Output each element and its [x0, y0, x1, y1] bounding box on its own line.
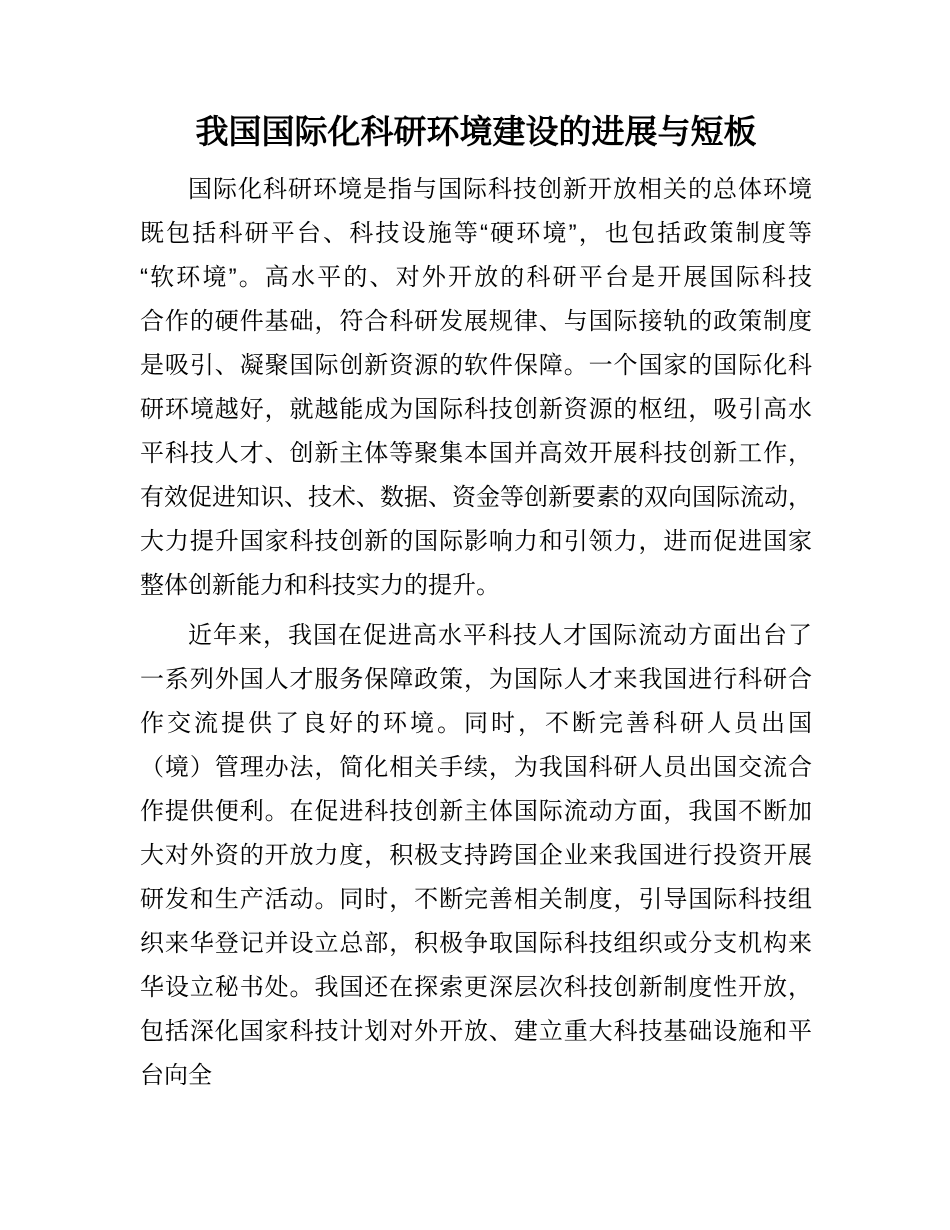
document-title: 我国国际化科研环境建设的进展与短板: [195, 113, 757, 150]
paragraph-line: 作交流提供了良好的环境。同时，不断完善科研人员出国: [140, 710, 812, 737]
paragraph-line: 是吸引、凝聚国际创新资源的软件保障。一个国家的国际化科: [140, 352, 812, 379]
paragraph-line: 华设立秘书处。我国还在探索更深层次科技创新制度性开放，: [140, 974, 812, 1001]
paragraph-line: 作提供便利。在促进科技创新主体国际流动方面，我国不断加: [140, 798, 812, 825]
paragraph-1: [140, 168, 812, 608]
paragraph-line: 织来华登记并设立总部，积极争取国际科技组织或分支机构来: [140, 930, 812, 957]
paragraph-line: 包括深化国家科技计划对外开放、建立重大科技基础设施和平: [140, 1018, 812, 1045]
paragraph-2: [140, 614, 812, 1098]
paragraph-line: 一系列外国人才服务保障政策，为国际人才来我国进行科研合: [140, 666, 812, 693]
paragraph-line: 大对外资的开放力度，积极支持跨国企业来我国进行投资开展: [140, 842, 812, 869]
paragraph-line: 大力提升国家科技创新的国际影响力和引领力，进而促进国家: [140, 528, 812, 555]
paragraph-line: （境）管理办法，简化相关手续，为我国科研人员出国交流合: [140, 754, 812, 781]
paragraph-line: 国际化科研环境是指与国际科技创新开放相关的总体环境: [188, 176, 812, 203]
paragraph-line: 平科技人才、创新主体等聚集本国并高效开展科技创新工作，: [140, 440, 812, 467]
paragraph-line: 整体创新能力和科技实力的提升。: [140, 572, 500, 599]
paragraph-line: 有效促进知识、技术、数据、资金等创新要素的双向国际流动，: [140, 484, 812, 511]
paragraph-line: “软环境”。高水平的、对外开放的科研平台是开展国际科技: [140, 264, 812, 291]
paragraph-line: 研发和生产活动。同时，不断完善相关制度，引导国际科技组: [140, 886, 812, 913]
paragraph-line: 台向全: [140, 1062, 212, 1089]
paragraph-line: 既包括科研平台、科技设施等“硬环境”，也包括政策制度等: [140, 220, 812, 247]
paragraph-line: 近年来，我国在促进高水平科技人才国际流动方面出台了: [188, 622, 812, 649]
paragraph-line: 合作的硬件基础，符合科研发展规律、与国际接轨的政策制度: [140, 308, 812, 335]
paragraph-line: 研环境越好，就越能成为国际科技创新资源的枢纽，吸引高水: [140, 396, 812, 423]
